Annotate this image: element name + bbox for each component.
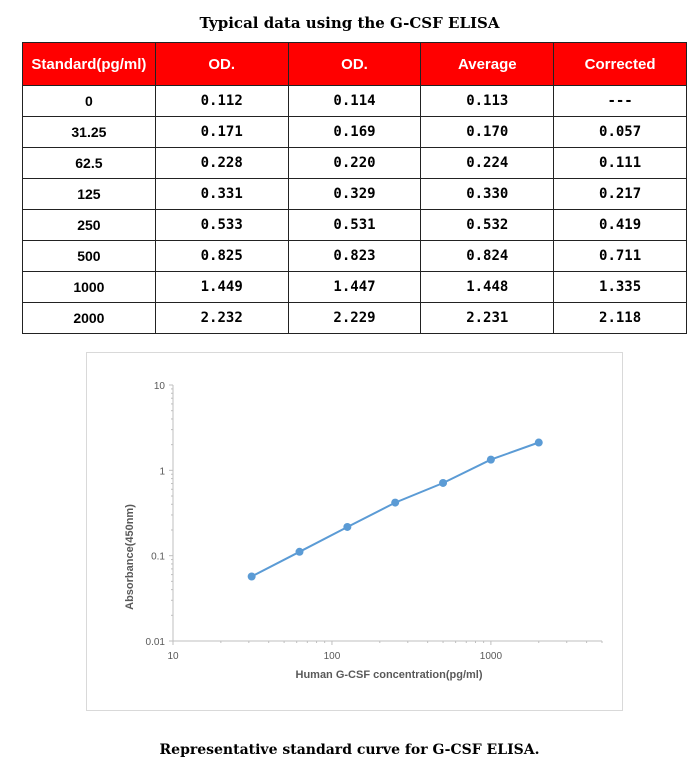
table-row: [23, 241, 687, 272]
cell-od-1: 0.171: [155, 117, 288, 148]
cell-standard: 500: [23, 241, 156, 272]
y-axis-label: Absorbance(450nm): [124, 504, 136, 610]
cell-od-2: 0.329: [288, 179, 421, 210]
cell-average: 0.330: [421, 179, 554, 210]
cell-od-1: 0.112: [155, 86, 288, 117]
cell-corrected: 0.111: [554, 148, 687, 179]
x-axis-label: Human G-CSF concentration(pg/ml): [295, 669, 483, 681]
cell-od-2: 0.220: [288, 148, 421, 179]
y-tick-label: 10: [153, 381, 165, 392]
cell-standard: 0: [23, 86, 156, 117]
cell-od-2: 0.823: [288, 241, 421, 272]
table-row: [23, 179, 687, 210]
series-line: [252, 443, 539, 577]
cell-average: 2.231: [421, 303, 554, 334]
data-point: [248, 572, 256, 580]
y-tick-label: 1: [159, 466, 165, 478]
x-tick-label: 100: [323, 651, 341, 662]
cell-corrected: 0.711: [554, 241, 687, 272]
cell-average: 0.532: [421, 210, 554, 241]
x-tick-label: 10: [167, 651, 179, 662]
cell-standard: 2000: [23, 303, 156, 334]
cell-od-2: 1.447: [288, 272, 421, 303]
table-row: [23, 148, 687, 179]
table-row: [23, 272, 687, 303]
standard-curve-chart: [87, 353, 622, 710]
cell-corrected: 2.118: [554, 303, 687, 334]
cell-od-2: 0.169: [288, 117, 421, 148]
cell-standard: 250: [23, 210, 156, 241]
data-point: [487, 456, 495, 464]
cell-corrected: 0.217: [554, 179, 687, 210]
cell-od-2: 0.114: [288, 86, 421, 117]
chart-caption: Representative standard curve for G-CSF ELISA.: [159, 742, 540, 758]
header-od-1: OD.: [155, 43, 288, 86]
cell-average: 0.224: [421, 148, 554, 179]
cell-od-1: 2.232: [155, 303, 288, 334]
table-row: [23, 303, 687, 334]
cell-od-1: 0.825: [155, 241, 288, 272]
cell-corrected: ---: [554, 86, 687, 117]
cell-corrected: 0.419: [554, 210, 687, 241]
cell-average: 1.448: [421, 272, 554, 303]
cell-od-1: 1.449: [155, 272, 288, 303]
cell-standard: 1000: [23, 272, 156, 303]
cell-standard: 62.5: [23, 148, 156, 179]
data-point: [535, 439, 543, 447]
data-table: [22, 42, 687, 334]
table-row: [23, 210, 687, 241]
table-header-row: [23, 43, 687, 86]
x-tick-label: 1000: [479, 651, 503, 662]
cell-od-2: 0.531: [288, 210, 421, 241]
header-od-2: OD.: [288, 43, 421, 86]
header-corrected: Corrected: [554, 43, 687, 86]
data-point: [391, 499, 399, 507]
chart-area: [86, 352, 623, 711]
data-point: [296, 548, 304, 556]
cell-od-1: 0.228: [155, 148, 288, 179]
cell-average: 0.170: [421, 117, 554, 148]
cell-od-1: 0.533: [155, 210, 288, 241]
cell-standard: 31.25: [23, 117, 156, 148]
cell-od-1: 0.331: [155, 179, 288, 210]
cell-standard: 125: [23, 179, 156, 210]
cell-od-2: 2.229: [288, 303, 421, 334]
table-title: Typical data using the G-CSF ELISA: [199, 14, 500, 32]
data-point: [343, 523, 351, 531]
header-average: Average: [421, 43, 554, 86]
cell-average: 0.824: [421, 241, 554, 272]
cell-corrected: 0.057: [554, 117, 687, 148]
cell-corrected: 1.335: [554, 272, 687, 303]
table-row: [23, 86, 687, 117]
table-row: [23, 117, 687, 148]
header-standard: Standard(pg/ml): [23, 43, 156, 86]
y-tick-label: 0.01: [145, 637, 165, 648]
y-tick-label: 0.1: [151, 551, 165, 563]
cell-average: 0.113: [421, 86, 554, 117]
data-point: [439, 479, 447, 487]
